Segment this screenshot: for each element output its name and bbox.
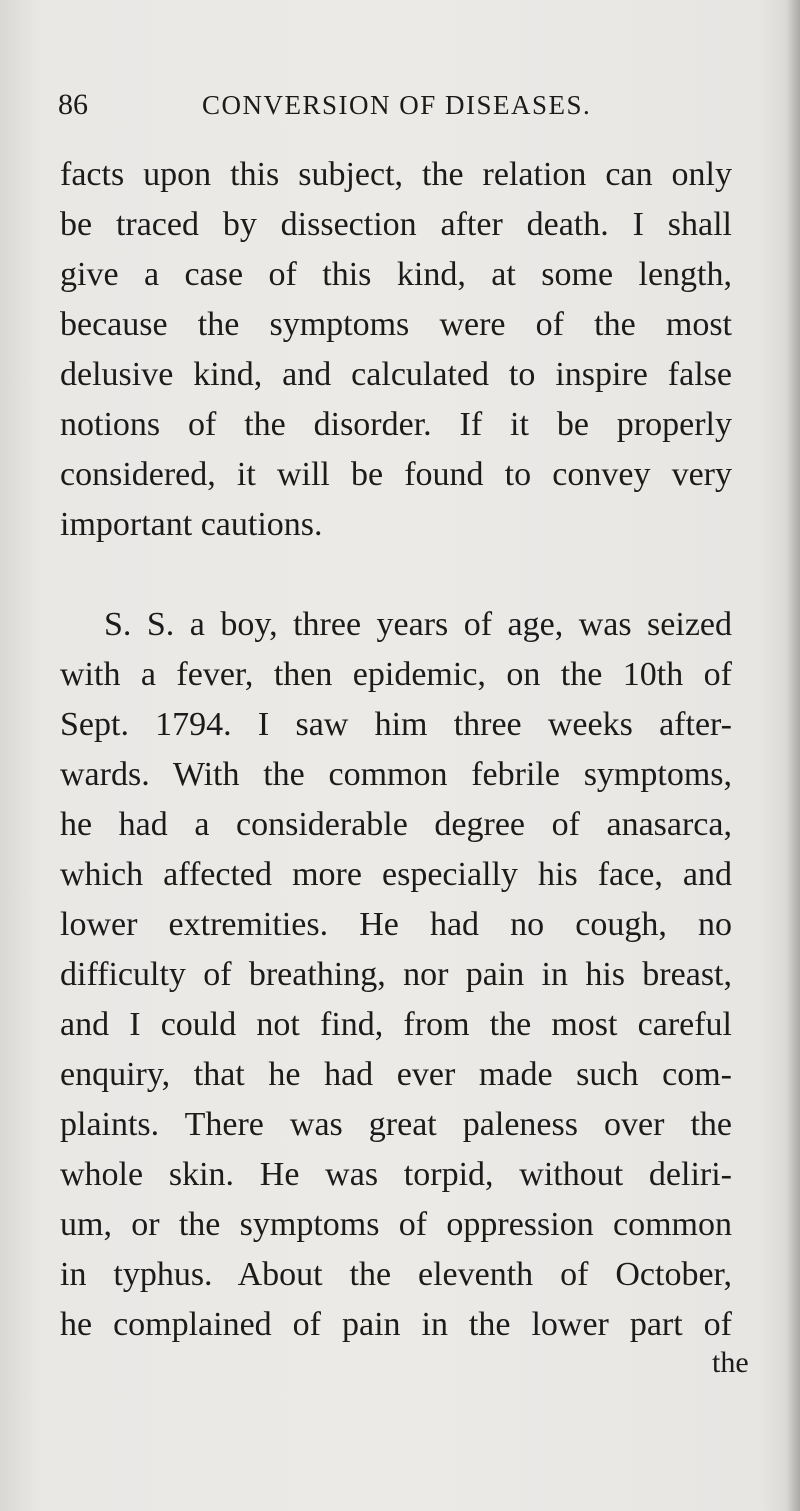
running-head: CONVERSION OF DISEASES. (202, 90, 592, 120)
page-number: 86 (58, 88, 88, 121)
text-line: give a case of this kind, at some length, (60, 256, 732, 293)
page-edge-shadow (786, 0, 800, 1511)
text-line: facts upon this subject, the relation can only (60, 156, 732, 193)
text-line: because the symptoms were of the most (60, 306, 732, 343)
text-line: considered, it will be found to convey very (60, 456, 732, 493)
text-line: delusive kind, and calculated to inspire false (60, 356, 732, 393)
text-line: notions of the disorder. If it be properly (60, 406, 732, 443)
text-line: which affected more especially his face, and (60, 856, 732, 893)
paragraph-spacer (60, 550, 760, 600)
text-line: whole skin. He was torpid, without deliri- (60, 1156, 732, 1193)
text-line: and I could not find, from the most careful (60, 1006, 732, 1043)
body-text (60, 150, 760, 1350)
paragraph-2 (60, 600, 760, 1350)
text-line: he had a considerable degree of anasarca, (60, 806, 732, 843)
text-line: um, or the symptoms of oppression common (60, 1206, 732, 1243)
text-line: in typhus. About the eleventh of October, (60, 1256, 732, 1293)
page-header (58, 88, 758, 128)
text-line: Sept. 1794. I saw him three weeks after- (60, 706, 732, 743)
text-line: with a fever, then epidemic, on the 10th of (60, 656, 732, 693)
text-line: S. S. a boy, three years of age, was seized (104, 606, 732, 643)
text-line: lower extremities. He had no cough, no (60, 906, 732, 943)
text-line: plaints. There was great paleness over the (60, 1106, 732, 1143)
paragraph-1 (60, 150, 760, 550)
text-line: wards. With the common febrile symptoms, (60, 756, 732, 793)
text-line: he complained of pain in the lower part of (60, 1306, 732, 1343)
text-line: important cautions. (60, 506, 323, 543)
text-line: enquiry, that he had ever made such com- (60, 1056, 732, 1093)
catchword: the (712, 1346, 749, 1379)
text-line: be traced by dissection after death. I shall (60, 206, 732, 243)
text-line: difficulty of breathing, nor pain in his breast, (60, 956, 732, 993)
